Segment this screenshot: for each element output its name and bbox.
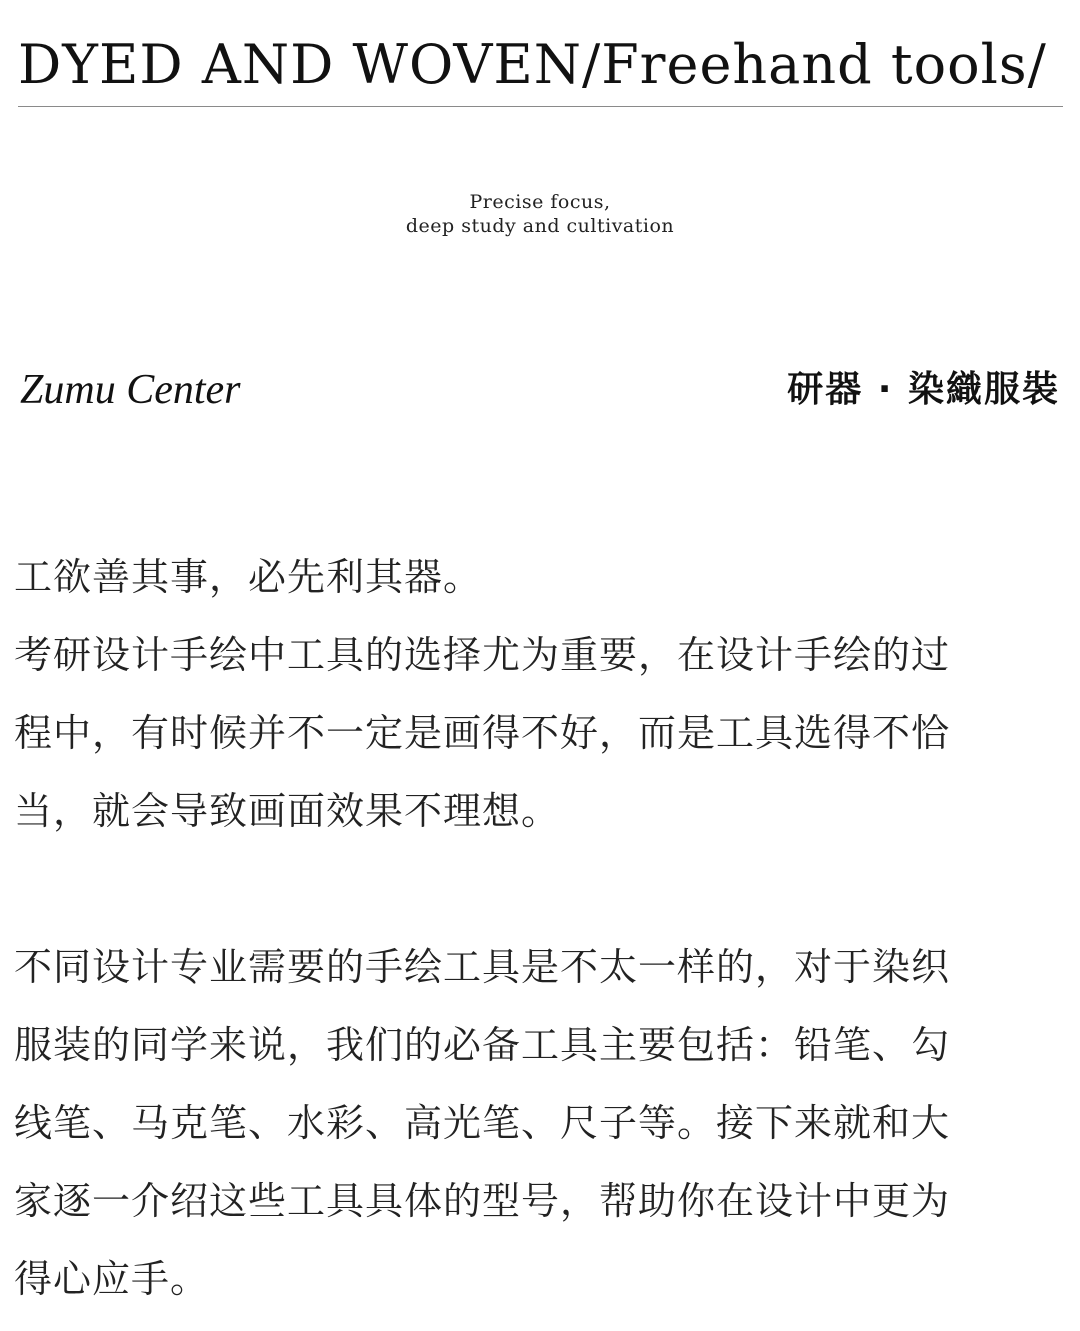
tagline-line-1: Precise focus,	[469, 191, 611, 213]
paragraph-line: 考研设计手绘中工具的选择尤为重要，在设计手绘的过	[14, 633, 951, 677]
paragraph-intro	[14, 538, 1054, 850]
tagline	[0, 190, 1080, 238]
paragraph-line: 得心应手。	[14, 1257, 210, 1301]
title-divider	[18, 106, 1063, 107]
paragraph-line: 程中，有时候并不一定是画得不好，而是工具选得不恰	[14, 711, 951, 755]
paragraph-line: 当，就会导致画面效果不理想。	[14, 789, 561, 833]
paragraph-line: 服装的同学来说，我们的必备工具主要包括：铅笔、勾	[14, 1023, 951, 1067]
paragraph-tools	[14, 928, 1054, 1318]
paragraph-line: 不同设计专业需要的手绘工具是不太一样的，对于染织	[14, 945, 951, 989]
section-label: 研器 · 染織服裝	[787, 369, 1060, 410]
page-title: DYED AND WOVEN/Freehand tools/	[18, 33, 1047, 96]
paragraph-line: 线笔、马克笔、水彩、高光笔、尺子等。接下来就和大	[14, 1101, 951, 1145]
paragraph-line: 工欲善其事，必先利其器。	[14, 555, 483, 599]
tagline-line-2: deep study and cultivation	[405, 215, 675, 237]
paragraph-line: 家逐一介绍这些工具具体的型号，帮助你在设计中更为	[14, 1179, 951, 1223]
center-name: Zumu Center	[20, 367, 241, 413]
